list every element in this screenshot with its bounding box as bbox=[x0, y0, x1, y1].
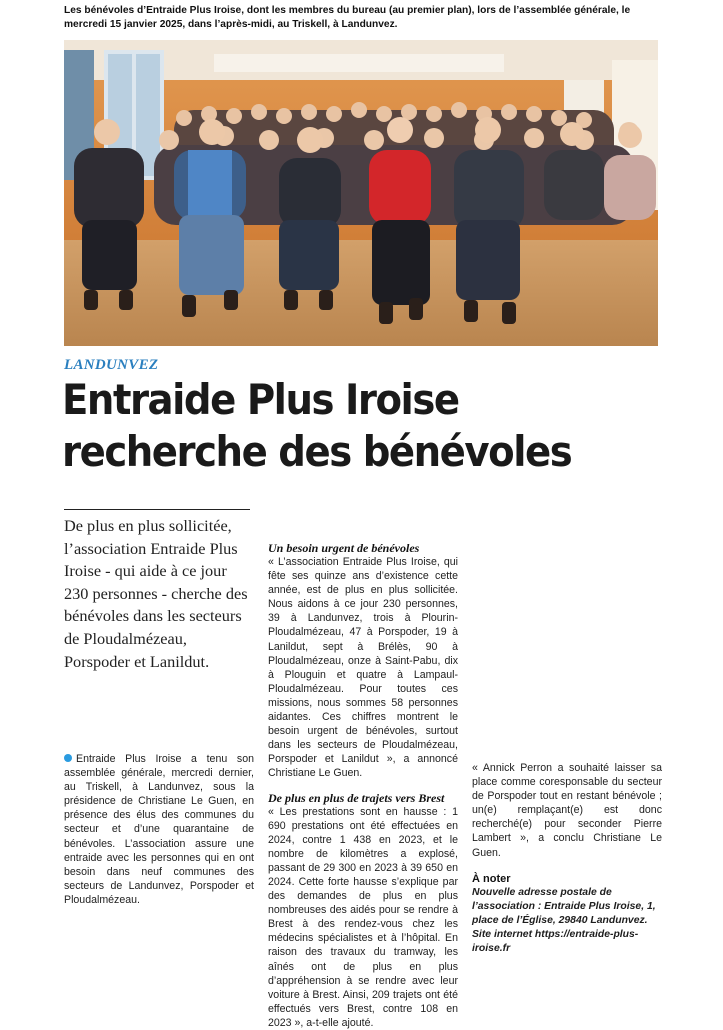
headline-line-1: Entraide Plus Iroise bbox=[62, 374, 623, 426]
lede-divider bbox=[64, 509, 250, 510]
subhead-trajets-brest: De plus en plus de trajets vers Brest bbox=[268, 791, 458, 805]
headline-line-2: recherche des bénévoles bbox=[62, 426, 623, 478]
subhead-besoin-urgent: Un besoin urgent de bénévoles bbox=[268, 541, 458, 555]
body-paragraph-4: « Annick Perron a souhaité laisser sa place comme coresponsable du secteur de Porspoder tout en restant bénévole ; un(e) remplaçant(e) est donc recherché(e) pour seconder Pierre Lambert », a conclu Christiane Le Guen. bbox=[472, 761, 662, 860]
body-paragraph-3: « Les prestations sont en hausse : 1 690 prestations ont été effectuées en 2024, contre 1 438 en 2023, et le nombre de kilomètres a explosé, passant de 29 300 en 2023 à 39 650 en 2024. Cette forte hausse s’explique par des demandes de plus en plus nombreuses des aidés pour se rendre à Brest à des rendez-vous chez les médecins spécialistes et à l’hôpital. En raison des travaux du tramway, les aînés ont de plus en plus d’appréhension à se rendre avec leur voiture à Brest. Ainsi, 209 trajets ont été effectués vers Brest, contre 108 en 2023 », a-t-elle ajouté. bbox=[268, 805, 458, 1030]
kicker-location: LANDUNVEZ bbox=[64, 357, 158, 374]
article-column-1 bbox=[64, 752, 254, 907]
note-text: Nouvelle adresse postale de l’association : Entraide Plus Iroise, 1, place de l’Église, 29840 Landunvez. Site internet https://entraide-plus-iroise.fr bbox=[472, 886, 662, 956]
body-paragraph bbox=[64, 752, 254, 907]
lede-paragraph: De plus en plus sollicitée, l’association Entraide Plus Iroise - qui aide à ce jour 230 personnes - cherche des bénévoles dans les secteurs de Ploudalmézeau, Porspoder et Lanildut. bbox=[64, 515, 254, 673]
body-paragraph-1: Entraide Plus Iroise a tenu son assemblée générale, mercredi dernier, au Triskell, à Landunvez, sous la présidence de Christiane Le Guen, en présence des élus des communes du secteur et d’une quarantaine de bénévoles. L’association assure une entraide avec les personnes qui en ont besoin dans neuf communes des secteurs de Landunvez, Porspoder et Ploudalmézeau. bbox=[64, 753, 254, 906]
bullet-dot-icon bbox=[64, 754, 72, 762]
article-column-3 bbox=[472, 505, 662, 956]
note-title: À noter bbox=[472, 872, 662, 886]
article-column-2 bbox=[268, 505, 458, 1030]
headline bbox=[62, 374, 623, 478]
photo-caption: Les bénévoles d’Entraide Plus Iroise, dont les membres du bureau (au premier plan), lors de l’assemblée générale, le mercredi 15 janvier 2025, dans l’après-midi, au Triskell, à Landunvez. bbox=[64, 4, 664, 32]
group-photo bbox=[64, 40, 658, 346]
body-paragraph-2: « L’association Entraide Plus Iroise, qui fête ses quinze ans d’existence cette année, est de plus en plus sollicitée. Nous aidons à ce jour 230 personnes, 39 à Landunvez, trois à Plourin-Ploudalmézeau, 47 à Porspoder, 19 à Lanildut, sept à Brélès, 90 à Ploudalmézeau, onze à Saint-Pabu, dix à Plouguin et quatre à Lampaul-Ploudalmézeau. Pour toutes ces missions, nous sommes 58 personnes aidantes. Ces chiffres montrent le besoin urgent de bénévoles, surtout dans les secteurs de Ploudalmézeau, Porspoder et Lanildut », a annoncé Christiane Le Guen. bbox=[268, 555, 458, 781]
